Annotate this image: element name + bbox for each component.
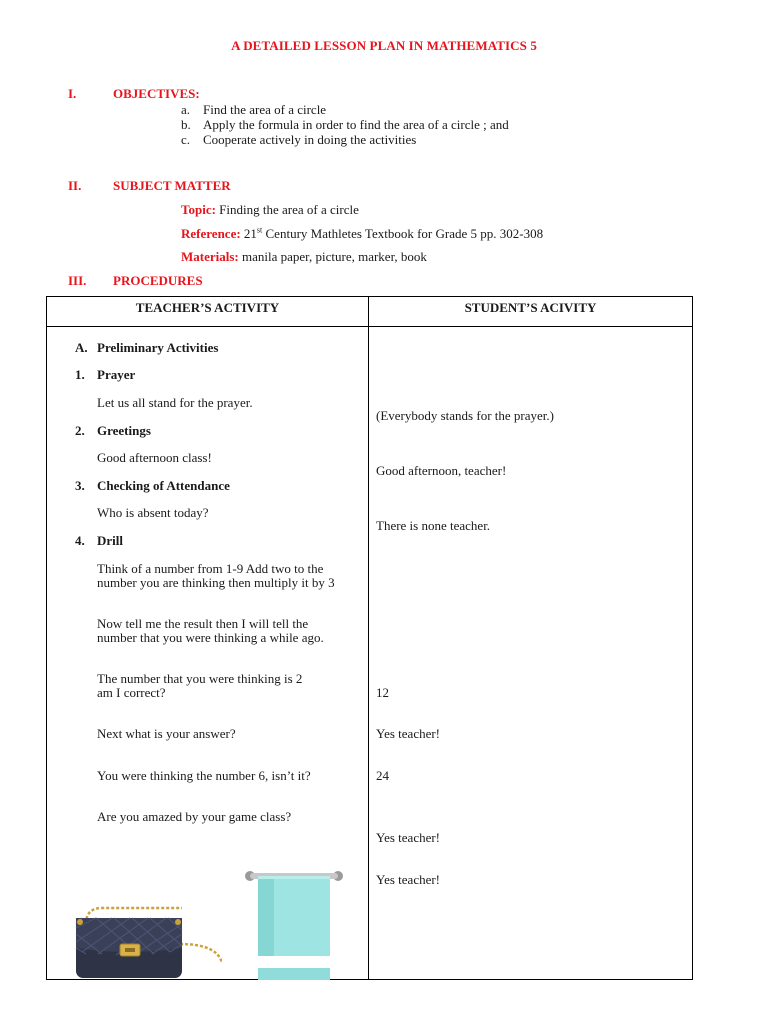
drill-text-line: am I correct? <box>97 685 166 700</box>
drill-text-line: Think of a number from 1-9 Add two to the <box>97 561 324 576</box>
student-response: Yes teacher! <box>376 830 441 845</box>
step-label: Checking of Attendance <box>97 478 230 493</box>
student-response: There is none teacher. <box>376 518 491 533</box>
towel-icon <box>244 866 344 982</box>
prayer-text: Let us all stand for the prayer. <box>97 395 253 410</box>
table-header-row <box>47 297 693 327</box>
table-row <box>47 327 693 980</box>
greetings-text: Good afternoon class! <box>97 450 212 465</box>
section-label: Preliminary Activities <box>97 340 219 355</box>
step-label: Greetings <box>97 423 151 438</box>
subject-matter-heading: SUBJECT MATTER <box>113 178 231 193</box>
topic-label: Topic: <box>181 202 216 217</box>
step-label: Prayer <box>97 367 136 382</box>
reference-number: 21 <box>243 226 257 241</box>
subject-matter-numeral: II. <box>68 178 82 193</box>
reference-line <box>181 226 543 242</box>
materials-label: Materials: <box>181 249 239 264</box>
towel-picture <box>244 866 344 982</box>
student-response: Yes teacher! <box>376 872 441 887</box>
reference-label: Reference: <box>181 226 241 241</box>
objective-item <box>181 102 326 118</box>
reference-value: Century Mathletes Textbook for Grade 5 pp. 302-308 <box>262 226 544 241</box>
objective-letter: a. <box>181 102 191 117</box>
objective-letter: c. <box>181 132 191 147</box>
page-title: A DETAILED LESSON PLAN IN MATHEMATICS 5 <box>231 38 537 53</box>
drill-text-line: Are you amazed by your game class? <box>97 809 292 824</box>
procedures-table <box>46 296 693 980</box>
step-number: 4. <box>75 533 85 548</box>
materials-line <box>181 249 427 265</box>
objective-text: Apply the formula in order to find the area of a circle ; and <box>203 117 509 132</box>
student-activity-header: STUDENT’S ACIVITY <box>369 297 693 327</box>
topic-value: Finding the area of a circle <box>219 202 359 217</box>
objective-text: Find the area of a circle <box>203 102 327 117</box>
drill-heading <box>75 533 123 549</box>
drill-text-line: number that you were thinking a while ago. <box>97 630 324 645</box>
student-response: Yes teacher! <box>376 726 441 741</box>
attendance-text: Who is absent today? <box>97 505 209 520</box>
drill-text-line: You were thinking the number 6, isn’t it? <box>97 768 311 783</box>
student-response: (Everybody stands for the prayer.) <box>376 408 554 423</box>
student-response: Good afternoon, teacher! <box>376 463 507 478</box>
step-number: 1. <box>75 367 85 382</box>
attendance-heading <box>75 478 230 494</box>
topic-line <box>181 202 359 218</box>
procedures-numeral: III. <box>68 273 87 288</box>
materials-value: manila paper, picture, marker, book <box>242 249 427 264</box>
greetings-heading <box>75 423 151 439</box>
drill-text-line: Now tell me the result then I will tell the <box>97 616 309 631</box>
student-response: 24 <box>376 768 389 783</box>
step-number: 2. <box>75 423 85 438</box>
preliminary-activities-heading <box>75 340 218 356</box>
objective-item <box>181 132 416 148</box>
handbag-picture <box>72 904 222 982</box>
objective-item <box>181 117 509 133</box>
objective-letter: b. <box>181 117 191 132</box>
reference-superscript: st <box>256 225 263 235</box>
handbag-icon <box>72 904 222 982</box>
objective-text: Cooperate actively in doing the activities <box>203 132 417 147</box>
student-activity-cell <box>369 327 693 980</box>
objectives-numeral: I. <box>68 86 77 101</box>
prayer-heading <box>75 367 135 383</box>
drill-text-line: The number that you were thinking is 2 <box>97 671 303 686</box>
drill-text-line: number you are thinking then multiply it by 3 <box>97 575 335 590</box>
student-response: 12 <box>376 685 389 700</box>
drill-text-line: Next what is your answer? <box>97 726 236 741</box>
section-letter: A. <box>75 340 88 355</box>
step-number: 3. <box>75 478 85 493</box>
procedures-heading: PROCEDURES <box>113 273 203 288</box>
step-label: Drill <box>97 533 123 548</box>
teacher-activity-header: TEACHER’S ACTIVITY <box>47 297 369 327</box>
objectives-heading: OBJECTIVES: <box>113 86 200 101</box>
